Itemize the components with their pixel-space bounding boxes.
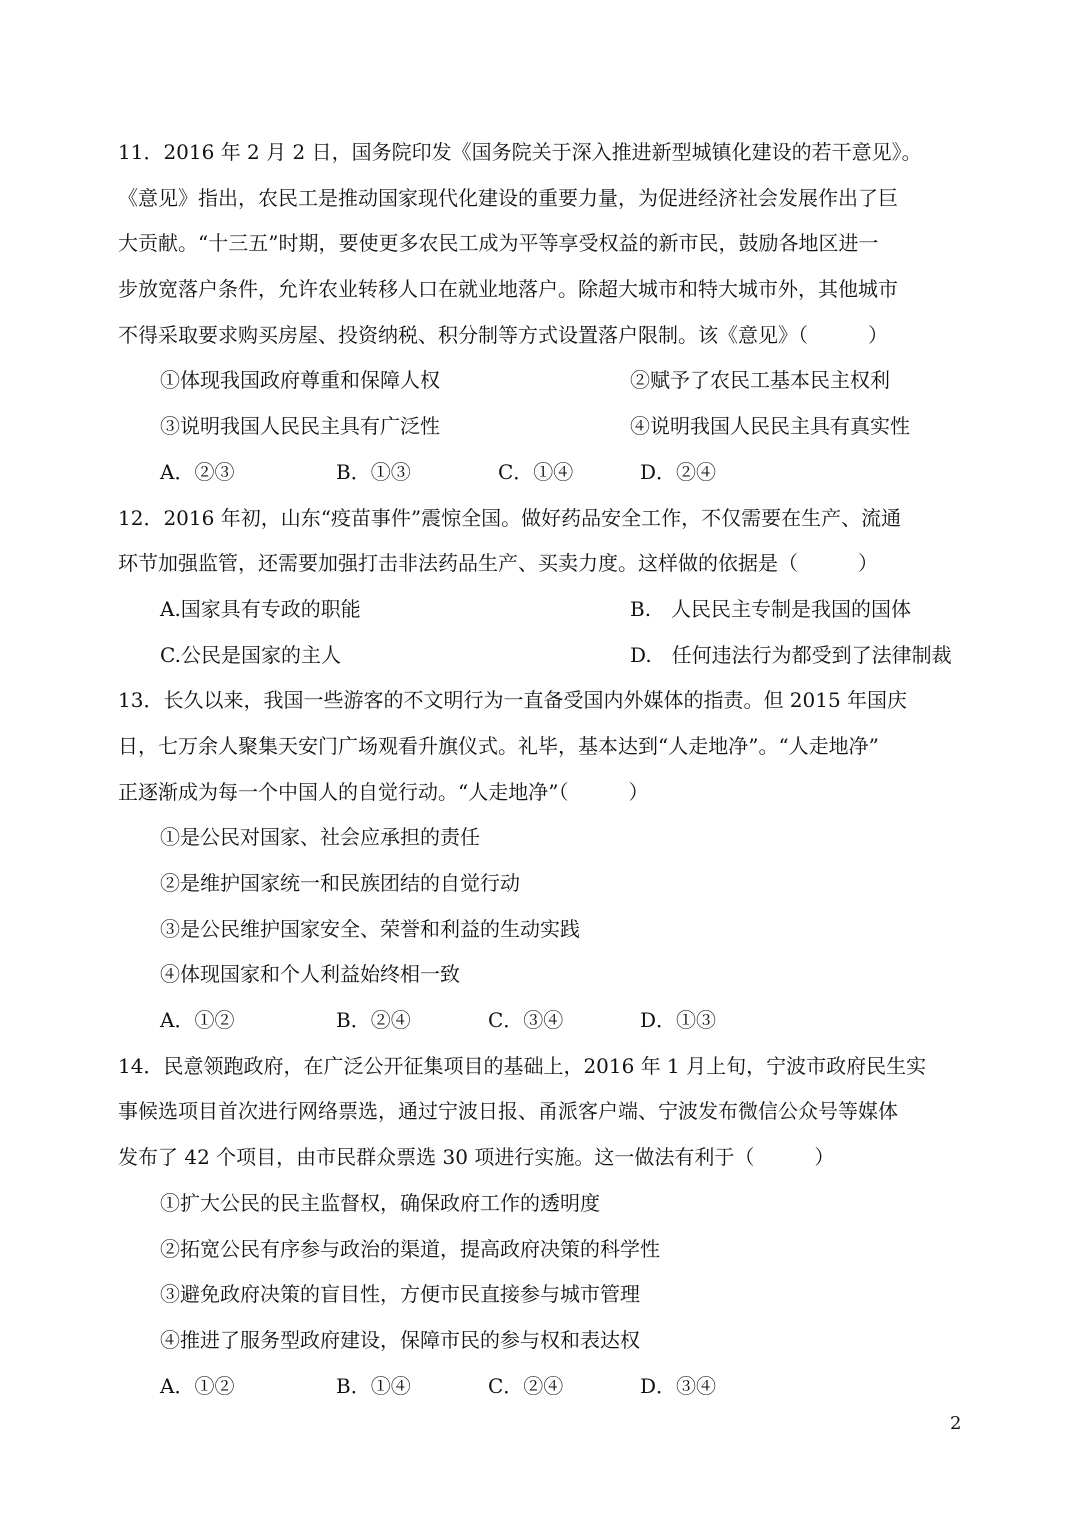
option-item: ①扩大公民的民主监督权，确保政府工作的透明度 (160, 1190, 600, 1215)
choice-b: B．②④ (336, 1008, 411, 1033)
option-row (118, 633, 970, 679)
choice-d: D．③④ (640, 1373, 717, 1398)
choice-a: A．①② (160, 1008, 235, 1033)
option-item: ④体现国家和个人利益始终相一致 (160, 962, 460, 987)
option-item: ④推进了服务型政府建设，保障市民的参与权和表达权 (160, 1327, 640, 1352)
option-row (118, 404, 970, 450)
option-item: ③说明我国人民民主具有广泛性 (160, 414, 440, 439)
question-text-line: 环节加强监管，还需要加强打击非法药品生产、买卖力度。这样做的依据是（ ） (118, 551, 878, 576)
choice-b: B．①④ (336, 1373, 411, 1398)
option-item: ②是维护国家统一和民族团结的自觉行动 (160, 871, 520, 895)
answer-choices (118, 1364, 970, 1410)
question-14 (118, 1044, 970, 1410)
choice-b: B．①③ (336, 459, 411, 484)
choice-a: A．②③ (160, 459, 235, 484)
question-text-line: 事候选项目首次进行网络票选，通过宁波日报、甬派客户端、宁波发布微信公众号等媒体 (118, 1099, 898, 1124)
choice-d: D．①③ (640, 1008, 717, 1033)
option-item: ④说明我国人民民主具有真实性 (630, 414, 910, 439)
choice-a: A．①② (160, 1373, 235, 1398)
choice-c: C．②④ (488, 1373, 564, 1398)
question-text-line: 13．长久以来，我国一些游客的不文明行为一直备受国内外媒体的指责。但 2015 年国庆 (118, 688, 908, 713)
question-text-line: 步放宽落户条件，允许农业转移人口在就业地落户。除超大城市和特大城市外，其他城市 (118, 277, 898, 302)
option-item: ③避免政府决策的盲目性，方便市民直接参与城市管理 (160, 1282, 640, 1307)
answer-choices (118, 450, 970, 496)
option-item: ②拓宽公民有序参与政治的渠道，提高政府决策的科学性 (160, 1236, 660, 1261)
choice-c: C．①④ (498, 459, 574, 484)
answer-choices (118, 998, 970, 1044)
option-item: ③是公民维护国家安全、荣誉和利益的生动实践 (160, 916, 580, 941)
question-text-line: 不得采取要求购买房屋、投资纳税、积分制等方式设置落户限制。该《意见》（ ） (118, 322, 888, 347)
question-13 (118, 678, 970, 1044)
question-text-line: 大贡献。“十三五”时期，要使更多农民工成为平等享受权益的新市民，鼓励各地区进一 (118, 231, 879, 256)
option-item: ①是公民对国家、社会应承担的责任 (160, 825, 480, 850)
question-text-line: 12．2016 年初，山东“疫苗事件”震惊全国。做好药品安全工作，不仅需要在生产、流通 (118, 505, 902, 530)
question-text-line: 日，七万余人聚集天安门广场观看升旗仪式。礼毕，基本达到“人走地净”。“人走地净” (118, 733, 879, 758)
question-11 (118, 130, 970, 496)
question-text-line: 正逐渐成为每一个中国人的自觉行动。“人走地净”（ ） (118, 779, 649, 804)
option-row (118, 587, 970, 633)
page-content (118, 130, 970, 1409)
choice-c: C．③④ (488, 1008, 564, 1033)
choice-d: D．②④ (640, 459, 717, 484)
option-item: B. 人民民主专制是我国的国体 (630, 596, 912, 621)
option-item: ①体现我国政府尊重和保障人权 (160, 368, 440, 393)
question-text-line: 11．2016 年 2 月 2 日，国务院印发《国务院关于深入推进新型城镇化建设的若干意见》。 (118, 140, 922, 164)
question-text-line: 14．民意领跑政府，在广泛公开征集项目的基础上，2016 年 1 月上旬，宁波市政府民生实 (118, 1053, 927, 1078)
question-text-line: 发布了 42 个项目，由市民群众票选 30 项进行实施。这一做法有利于（ ） (118, 1145, 835, 1170)
question-text-line: 《意见》指出，农民工是推动国家现代化建设的重要力量，为促进经济社会发展作出了巨 (118, 185, 898, 210)
option-item: A.国家具有专政的职能 (160, 596, 361, 621)
option-item: C.公民是国家的主人 (160, 642, 341, 667)
question-12 (118, 496, 970, 679)
option-item: ②赋予了农民工基本民主权利 (630, 368, 890, 393)
option-row (118, 358, 970, 404)
option-item: D. 任何违法行为都受到了法律制裁 (630, 642, 952, 667)
page-number: 2 (950, 1413, 962, 1434)
